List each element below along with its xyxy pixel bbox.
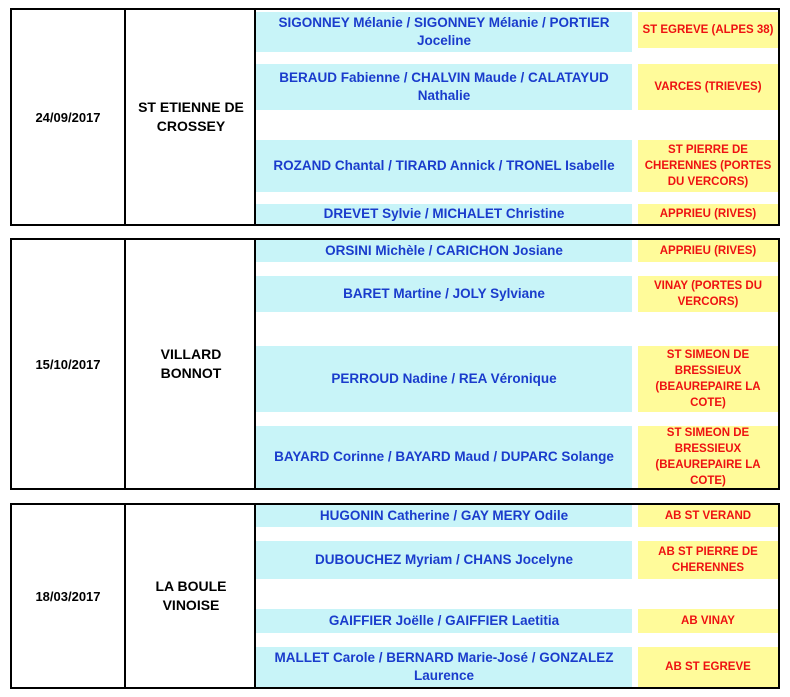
table-row <box>256 609 780 633</box>
table-row <box>256 505 780 527</box>
event-venue: LA BOULE VINOISE <box>155 578 227 613</box>
event-date: 18/03/2017 <box>35 588 101 604</box>
table-row <box>256 204 780 224</box>
table-row <box>256 240 780 262</box>
event-date: 24/09/2017 <box>35 109 101 125</box>
event-venue: ST ETIENNE DE CROSSEY <box>138 99 244 134</box>
club-name: VARCES (TRIEVES) <box>638 64 778 110</box>
club-name <box>638 312 778 346</box>
table-row <box>256 312 780 346</box>
table-row <box>256 426 780 488</box>
team-names <box>256 312 632 346</box>
team-names <box>256 110 632 140</box>
club-name: AB ST VERAND <box>638 505 778 527</box>
table-row <box>256 541 780 579</box>
table-row <box>256 140 780 192</box>
table-row <box>256 64 780 110</box>
event-date: 15/10/2017 <box>35 356 101 372</box>
team-names: BAYARD Corinne / BAYARD Maud / DUPARC Solange <box>256 426 632 488</box>
team-names: SIGONNEY Mélanie / SIGONNEY Mélanie / PORTIER Joceline <box>256 12 632 52</box>
club-name: APPRIEU (RIVES) <box>638 240 778 262</box>
club-name: ST EGREVE (ALPES 38) <box>638 12 778 48</box>
club-name: VINAY (PORTES DU VERCORS) <box>638 276 778 312</box>
team-names: DREVET Sylvie / MICHALET Christine <box>256 204 632 224</box>
club-name: AB ST EGREVE <box>638 647 778 687</box>
event-block-1 <box>10 8 780 226</box>
team-names: HUGONIN Catherine / GAY MERY Odile <box>256 505 632 527</box>
club-name: ST PIERRE DE CHERENNES (PORTES DU VERCORS) <box>638 140 778 192</box>
club-name: ST SIMEON DE BRESSIEUX (BEAUREPAIRE LA COTE) <box>638 346 778 412</box>
table-row <box>256 110 780 140</box>
table-row <box>256 346 780 412</box>
club-name <box>638 110 778 140</box>
table-row <box>256 647 780 687</box>
table-row <box>256 10 780 50</box>
event-block-2 <box>10 238 780 490</box>
club-name: AB ST PIERRE DE CHERENNES <box>638 541 778 579</box>
team-names: BERAUD Fabienne / CHALVIN Maude / CALATAYUD Nathalie <box>256 64 632 110</box>
team-names: GAIFFIER Joëlle / GAIFFIER Laetitia <box>256 609 632 633</box>
team-names: PERROUD Nadine / REA Véronique <box>256 346 632 412</box>
team-names: DUBOUCHEZ Myriam / CHANS Jocelyne <box>256 541 632 579</box>
club-name: APPRIEU (RIVES) <box>638 204 778 224</box>
table-row <box>256 276 780 312</box>
team-names: MALLET Carole / BERNARD Marie-José / GONZALEZ Laurence <box>256 647 632 687</box>
team-names: ROZAND Chantal / TIRARD Annick / TRONEL Isabelle <box>256 140 632 192</box>
team-names: ORSINI Michèle / CARICHON Josiane <box>256 240 632 262</box>
club-name: AB VINAY <box>638 609 778 633</box>
event-venue: VILLARD BONNOT <box>160 346 222 381</box>
event-block-3 <box>10 503 780 689</box>
club-name: ST SIMEON DE BRESSIEUX (BEAUREPAIRE LA COTE) <box>638 426 778 488</box>
team-names: BARET Martine / JOLY Sylviane <box>256 276 632 312</box>
